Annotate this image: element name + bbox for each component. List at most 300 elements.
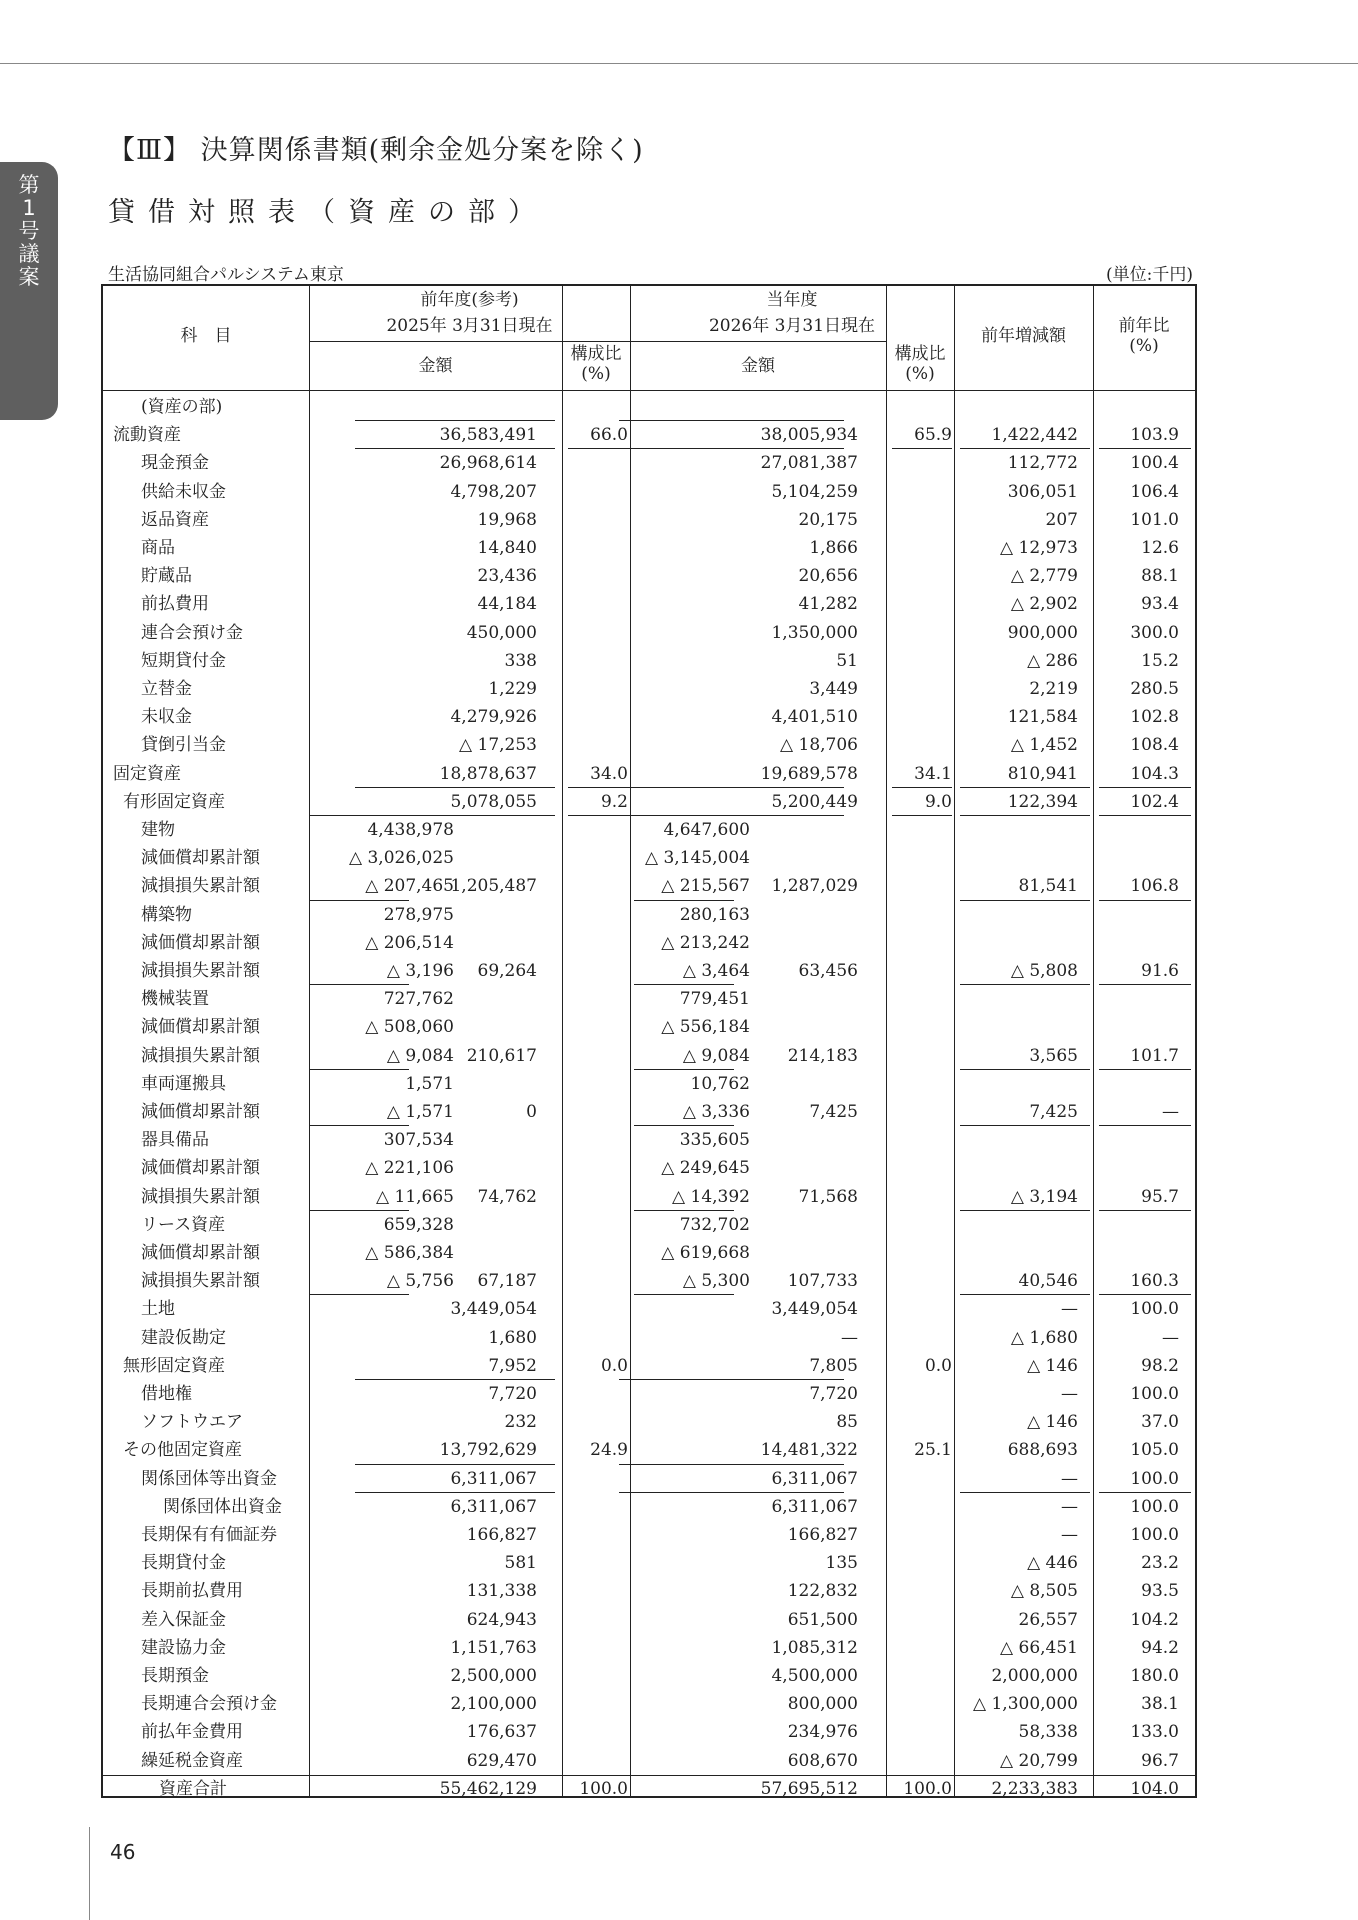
table-row [103, 1408, 1195, 1436]
total-underline [634, 815, 734, 816]
cell-p2: 2,100,000 [450, 1694, 537, 1715]
row-label: 機械装置 [141, 989, 209, 1010]
row-label: 減損損失累計額 [141, 1045, 260, 1066]
row-label: 車両運搬具 [141, 1073, 226, 1094]
cell-chg: △ 3,194 [1010, 1186, 1078, 1207]
table-row [103, 1098, 1195, 1126]
cell-c2: 63,456 [798, 961, 858, 981]
table-row [103, 1690, 1195, 1718]
cell-p2: 19,968 [477, 509, 537, 530]
total-underline [1099, 900, 1191, 901]
total-underline [619, 448, 844, 449]
total-underline [1099, 1210, 1191, 1211]
side-tab-char: 1 [22, 196, 36, 220]
cell-p2: 55,462,129 [439, 1778, 537, 1799]
cell-chg: 2,233,383 [991, 1778, 1078, 1799]
cell-chg: △ 1,452 [1010, 735, 1078, 756]
row-label: リース資産 [141, 1214, 226, 1235]
cell-yoy: 37.0 [1141, 1412, 1179, 1433]
cell-c2: 20,656 [798, 566, 858, 587]
cell-chg: △ 66,451 [1000, 1637, 1078, 1658]
total-underline [1099, 448, 1191, 449]
cell-c2: 85 [836, 1412, 858, 1433]
cell-p2: 338 [504, 650, 537, 671]
table-row [103, 816, 1195, 844]
total-underline [960, 448, 1090, 449]
cell-p1: △ 3,196 [386, 961, 454, 981]
cell-c2: 4,401,510 [771, 707, 858, 728]
cell-c2: 234,976 [787, 1722, 858, 1743]
cell-p2: 6,311,067 [450, 1468, 537, 1489]
table-row [103, 1042, 1195, 1070]
cell-yoy: 108.4 [1130, 735, 1179, 756]
cell-yoy: 104.2 [1130, 1609, 1179, 1630]
total-underline [960, 900, 1090, 901]
row-label: 差入保証金 [141, 1609, 226, 1630]
cell-chg: — [1061, 1496, 1078, 1517]
total-underline [309, 815, 409, 816]
cell-chg: △ 146 [1027, 1355, 1078, 1376]
cell-p2: 210,617 [466, 1045, 537, 1066]
cell-p2: 450,000 [466, 622, 537, 643]
table-row [103, 647, 1195, 675]
table-row [103, 1577, 1195, 1605]
total-underline [619, 1379, 844, 1380]
cell-yoy: 23.2 [1141, 1553, 1179, 1574]
cell-yoy: 180.0 [1130, 1666, 1179, 1686]
row-label: 繰延税金資産 [141, 1750, 243, 1771]
row-label: 長期預金 [141, 1666, 209, 1686]
cell-chg: — [1061, 1525, 1078, 1545]
total-underline [960, 1069, 1090, 1070]
grand-total-rule [103, 1775, 1195, 1776]
table-row [103, 1324, 1195, 1352]
cell-c1: 335,605 [679, 1130, 750, 1151]
total-underline [619, 787, 844, 788]
cell-yoy: 93.5 [1141, 1581, 1179, 1602]
total-underline [1099, 984, 1191, 985]
row-label: 関係団体出資金 [163, 1496, 282, 1517]
cell-p2: 1,229 [488, 679, 537, 699]
table-row [103, 1013, 1195, 1041]
total-underline [355, 448, 555, 449]
side-tab-char: 案 [18, 265, 40, 289]
row-label: 建設協力金 [141, 1637, 226, 1658]
table-row [103, 788, 1195, 816]
table-row [103, 1239, 1195, 1267]
cell-p2: 69,264 [477, 961, 537, 981]
cell-c1: △ 9,084 [682, 1045, 750, 1066]
total-underline [960, 984, 1090, 985]
table-row [103, 393, 1195, 421]
row-label: ソフトウエア [141, 1412, 243, 1433]
table-row [103, 1436, 1195, 1464]
cell-chg: 121,584 [1007, 707, 1078, 728]
cell-p2: 624,943 [466, 1609, 537, 1630]
row-label: 減損損失累計額 [141, 1271, 260, 1292]
cell-p1: 1,571 [405, 1073, 454, 1094]
cell-c2: 6,311,067 [771, 1496, 858, 1517]
total-underline [960, 1125, 1090, 1126]
cell-yoy: 300.0 [1130, 622, 1179, 643]
total-underline [892, 448, 952, 449]
table-row [103, 901, 1195, 929]
cell-p1: △ 1,571 [386, 1102, 454, 1122]
table-row [103, 1352, 1195, 1380]
cell-yoy: 93.4 [1141, 594, 1179, 615]
cell-chg: △ 2,779 [1010, 566, 1078, 587]
row-label: 商品 [141, 538, 175, 558]
header-yoy: 前年比 (%) [1118, 316, 1170, 356]
cell-c2: 5,200,449 [771, 791, 858, 812]
cell-c1: △ 249,645 [661, 1158, 750, 1179]
cell-cr: 65.9 [914, 425, 952, 446]
row-label: 長期前払費用 [141, 1581, 243, 1602]
organization-name: 生活協同組合パルシステム東京 [108, 265, 344, 285]
side-tab-char: 議 [18, 242, 40, 266]
cell-c2: 800,000 [787, 1694, 858, 1715]
cell-p2: 3,449,054 [450, 1299, 537, 1320]
cell-p2: 44,184 [477, 594, 537, 615]
cell-p1: △ 11,665 [376, 1186, 454, 1207]
footer-rule [89, 1827, 90, 1920]
row-label: 減価償却累計額 [141, 1243, 260, 1263]
table-row [103, 421, 1195, 449]
row-label: 減価償却累計額 [141, 1158, 260, 1179]
cell-chg: △ 8,505 [1010, 1581, 1078, 1602]
total-underline [634, 1210, 734, 1211]
cell-chg: 112,772 [1007, 453, 1078, 474]
cell-yoy: 104.0 [1130, 1778, 1179, 1799]
table-row [103, 985, 1195, 1013]
cell-yoy: — [1162, 1327, 1179, 1348]
cell-c1: 732,702 [679, 1214, 750, 1235]
cell-yoy: 12.6 [1141, 538, 1179, 558]
cell-chg: 40,546 [1018, 1271, 1078, 1292]
cell-c2: 1,866 [809, 538, 858, 558]
cell-c2: 1,085,312 [771, 1637, 858, 1658]
cell-chg: 900,000 [1007, 622, 1078, 643]
unit-label: (単位:千円) [1106, 265, 1193, 285]
side-tab-char: 第 [18, 173, 40, 197]
table-row [103, 562, 1195, 590]
cell-yoy: 15.2 [1141, 650, 1179, 671]
total-underline [960, 815, 1090, 816]
total-underline [634, 984, 734, 985]
row-label: 減損損失累計額 [141, 961, 260, 981]
cell-yoy: 102.8 [1130, 707, 1179, 728]
cell-c1: △ 14,392 [672, 1186, 750, 1207]
cell-cr: 34.1 [914, 763, 952, 784]
row-label: 短期貸付金 [141, 650, 226, 671]
row-label: 連合会預け金 [141, 622, 243, 643]
row-label: 関係団体等出資金 [141, 1468, 277, 1489]
cell-yoy: 104.3 [1130, 763, 1179, 784]
cell-c2: 5,104,259 [771, 481, 858, 502]
cell-chg: 207 [1045, 509, 1078, 530]
cell-p2: 7,720 [488, 1384, 537, 1404]
cell-yoy: 100.0 [1130, 1384, 1179, 1404]
cell-p2: 14,840 [477, 538, 537, 558]
cell-c2: 107,733 [787, 1271, 858, 1292]
table-row [103, 929, 1195, 957]
cell-chg: — [1061, 1468, 1078, 1489]
row-label: 長期保有有価証券 [141, 1525, 277, 1545]
row-label: 固定資産 [113, 763, 181, 784]
cell-c1: 280,163 [679, 904, 750, 925]
cell-chg: △ 446 [1027, 1553, 1078, 1574]
cell-chg: — [1061, 1299, 1078, 1320]
cell-p1: △ 586,384 [365, 1243, 454, 1263]
table-row [103, 675, 1195, 703]
total-underline [960, 1210, 1090, 1211]
total-underline [960, 1294, 1090, 1295]
total-underline [1099, 1125, 1191, 1126]
total-underline [892, 787, 952, 788]
cell-yoy: 105.0 [1130, 1440, 1179, 1461]
cell-c2: △ 18,706 [780, 735, 858, 756]
row-label: 減損損失累計額 [141, 876, 260, 897]
total-underline [355, 787, 555, 788]
header-prev-date: 2025年 3月31日現在 [386, 316, 553, 336]
cell-pr: 0.0 [600, 1355, 628, 1376]
cell-c2: 1,287,029 [771, 876, 858, 897]
table-row [103, 1267, 1195, 1295]
cell-p2: 74,762 [477, 1186, 537, 1207]
cell-c1: △ 3,336 [682, 1102, 750, 1122]
table-row [103, 1606, 1195, 1634]
cell-p1: 307,534 [383, 1130, 454, 1151]
cell-cr: 25.1 [914, 1440, 952, 1461]
cell-p2: 7,952 [488, 1355, 537, 1376]
row-label: 構築物 [141, 904, 192, 925]
table-row [103, 1183, 1195, 1211]
header-rule [309, 341, 886, 342]
table-row [103, 478, 1195, 506]
cell-p2: △ 17,253 [459, 735, 537, 756]
cell-c2: 14,481,322 [760, 1440, 858, 1461]
cell-c1: △ 3,464 [682, 961, 750, 981]
cell-c2: 51 [836, 650, 858, 671]
table-row [103, 1521, 1195, 1549]
header-change: 前年増減額 [981, 326, 1066, 346]
row-label: 借地権 [141, 1384, 192, 1404]
cell-c2: 166,827 [787, 1525, 858, 1545]
cell-p2: 1,151,763 [450, 1637, 537, 1658]
row-label: 土地 [141, 1299, 175, 1320]
total-underline [355, 1464, 555, 1465]
top-rule [0, 63, 1358, 64]
cell-c1: △ 5,300 [682, 1271, 750, 1292]
cell-yoy: 96.7 [1141, 1750, 1179, 1771]
cell-p1: 727,762 [383, 989, 454, 1010]
total-underline [634, 1069, 734, 1070]
cell-chg: △ 146 [1027, 1412, 1078, 1433]
row-label: 無形固定資産 [123, 1355, 225, 1376]
cell-c2: 71,568 [798, 1186, 858, 1207]
total-underline [619, 1492, 844, 1493]
total-underline [619, 420, 844, 421]
header-curr-amount: 金額 [741, 356, 775, 376]
row-label: 長期貸付金 [141, 1553, 226, 1574]
row-label: 供給未収金 [141, 481, 226, 502]
side-tab-label [14, 174, 44, 289]
cell-p1: △ 207,465 [365, 876, 454, 897]
cell-p2: 4,279,926 [450, 707, 537, 728]
header-curr-year: 当年度 [766, 290, 818, 310]
cell-yoy: 100.4 [1130, 453, 1179, 474]
cell-c2: 20,175 [798, 509, 858, 530]
table-row [103, 844, 1195, 872]
cell-c2: 214,183 [787, 1045, 858, 1066]
cell-chg: 1,422,442 [991, 425, 1078, 446]
cell-pr: 66.0 [590, 425, 628, 446]
cell-p2: 629,470 [466, 1750, 537, 1771]
total-underline [960, 787, 1090, 788]
row-label: 資産合計 [159, 1778, 227, 1799]
total-underline [309, 1210, 409, 1211]
cell-c2: 57,695,512 [760, 1778, 858, 1799]
cell-p2: 26,968,614 [439, 453, 537, 474]
table-row [103, 703, 1195, 731]
cell-p1: 278,975 [383, 904, 454, 925]
page-number: 46 [110, 1840, 136, 1864]
cell-yoy: 38.1 [1141, 1694, 1179, 1715]
cell-yoy: 88.1 [1141, 566, 1179, 587]
cell-c2: 41,282 [798, 594, 858, 615]
cell-chg: △ 12,973 [1000, 538, 1078, 558]
row-label: 器具備品 [141, 1130, 209, 1151]
cell-c2: 135 [825, 1553, 858, 1574]
cell-c2: 27,081,387 [760, 453, 858, 474]
table-row [103, 1126, 1195, 1154]
table-row [103, 1465, 1195, 1493]
total-underline [309, 984, 409, 985]
cell-c2: 7,425 [809, 1102, 858, 1122]
cell-c2: 38,005,934 [760, 425, 858, 446]
cell-p2: 1,205,487 [450, 876, 537, 897]
cell-p2: 5,078,055 [450, 791, 537, 812]
cell-p2: 6,311,067 [450, 1496, 537, 1517]
section-title: 【Ⅲ】 決算関係書類(剰余金処分案を除く) [108, 135, 644, 166]
cell-c2: 3,449 [809, 679, 858, 699]
cell-p1: 4,438,978 [367, 820, 454, 840]
cell-c2: — [841, 1327, 858, 1348]
row-label: (資産の部) [141, 397, 223, 417]
row-label: 前払年金費用 [141, 1722, 243, 1743]
total-underline [1099, 1069, 1191, 1070]
cell-c1: 10,762 [690, 1073, 750, 1094]
row-label: 長期連合会預け金 [141, 1694, 277, 1715]
table-row [103, 1493, 1195, 1521]
header-subject: 科 目 [180, 326, 232, 346]
total-underline [309, 1294, 409, 1295]
table-row [103, 1775, 1195, 1803]
table-row [103, 731, 1195, 759]
cell-c1: 4,647,600 [663, 820, 750, 840]
cell-p1: △ 5,756 [386, 1271, 454, 1292]
cell-c2: 4,500,000 [771, 1666, 858, 1686]
row-label: 建設仮勘定 [141, 1327, 226, 1348]
cell-chg: △ 20,799 [1000, 1750, 1078, 1771]
cell-p2: 176,637 [466, 1722, 537, 1743]
table-row [103, 1549, 1195, 1577]
table-row [103, 590, 1195, 618]
total-underline [1099, 787, 1191, 788]
cell-chg: 306,051 [1007, 481, 1078, 502]
table-row [103, 449, 1195, 477]
cell-yoy: 280.5 [1130, 679, 1179, 699]
cell-p2: 13,792,629 [439, 1440, 537, 1461]
cell-chg: △ 1,300,000 [973, 1694, 1078, 1715]
cell-cr: 0.0 [924, 1355, 952, 1376]
table-row [103, 1634, 1195, 1662]
cell-chg: 26,557 [1018, 1609, 1078, 1630]
total-underline [960, 1492, 1090, 1493]
cell-yoy: 160.3 [1130, 1271, 1179, 1292]
cell-c2: 7,805 [809, 1355, 858, 1376]
row-label: 減価償却累計額 [141, 1102, 260, 1122]
total-underline [309, 900, 409, 901]
cell-p1: △ 9,084 [386, 1045, 454, 1066]
table-row [103, 619, 1195, 647]
cell-chg: 3,565 [1029, 1045, 1078, 1066]
total-underline [634, 900, 734, 901]
row-label: 減損損失累計額 [141, 1186, 260, 1207]
document-title: 貸借対照表（資産の部） [108, 197, 548, 228]
cell-yoy: 101.7 [1130, 1045, 1179, 1066]
table-row [103, 1747, 1195, 1775]
cell-pr: 9.2 [600, 791, 628, 812]
side-tab-char: 号 [18, 219, 40, 243]
cell-yoy: — [1162, 1102, 1179, 1122]
cell-c2: 122,832 [787, 1581, 858, 1602]
cell-yoy: 100.0 [1130, 1299, 1179, 1320]
row-label: 貸倒引当金 [141, 735, 226, 756]
cell-c2: 6,311,067 [771, 1468, 858, 1489]
cell-pr: 24.9 [590, 1440, 628, 1461]
cell-chg: 122,394 [1007, 791, 1078, 812]
total-underline [309, 1125, 409, 1126]
cell-c2: 608,670 [787, 1750, 858, 1771]
cell-yoy: 100.0 [1130, 1468, 1179, 1489]
cell-chg: 688,693 [1007, 1440, 1078, 1461]
cell-c2: 651,500 [787, 1609, 858, 1630]
cell-c1: 779,451 [679, 989, 750, 1010]
cell-chg: 2,219 [1029, 679, 1078, 699]
row-label: 有形固定資産 [123, 791, 225, 812]
row-label: 未収金 [141, 707, 192, 728]
table-row [103, 1070, 1195, 1098]
row-label: 減価償却累計額 [141, 932, 260, 953]
table-row [103, 1154, 1195, 1182]
header-curr-date: 2026年 3月31日現在 [708, 316, 876, 336]
cell-yoy: 106.4 [1130, 481, 1179, 502]
header-prev-ratio: 構成比 (%) [570, 344, 622, 384]
header-rule [103, 390, 1195, 391]
row-label: 返品資産 [141, 509, 209, 530]
cell-c1: △ 215,567 [661, 876, 750, 897]
cell-chg: 58,338 [1018, 1722, 1078, 1743]
row-label: 減価償却累計額 [141, 848, 260, 869]
balance-sheet-table [101, 284, 1197, 1798]
cell-yoy: 100.0 [1130, 1525, 1179, 1545]
cell-c2: 1,350,000 [771, 622, 858, 643]
cell-chg: 7,425 [1029, 1102, 1078, 1122]
total-underline [619, 1464, 844, 1465]
total-underline [355, 1379, 555, 1380]
cell-p2: 0 [526, 1102, 537, 1122]
